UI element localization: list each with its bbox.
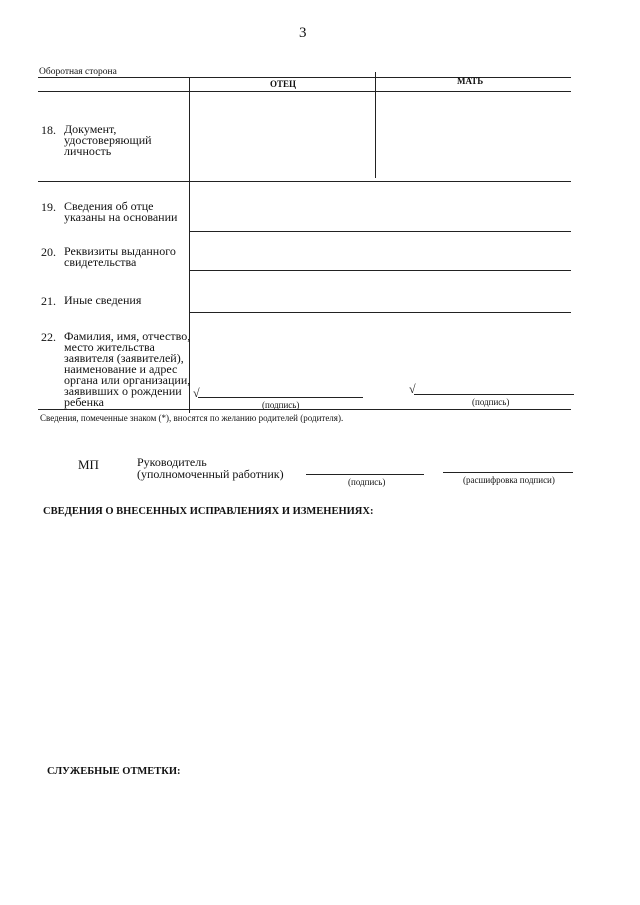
column-divider-middle: [375, 72, 376, 178]
row-20-bottom-border: [190, 270, 571, 271]
row-22-number: 22.: [41, 330, 56, 344]
father-signature-caption: (подпись): [262, 400, 300, 410]
row-22-label-line1: Фамилия, имя, отчество,: [64, 329, 191, 343]
row-19-label-line1: Сведения об отце: [64, 199, 154, 213]
father-signature-line: [198, 397, 363, 398]
row-19-bottom-border: [190, 231, 571, 232]
head-title-line1: Руководитель: [137, 455, 207, 469]
row-18-bottom-border: [38, 181, 571, 182]
row-21-label-line1: Иные сведения: [64, 293, 142, 307]
head-title-line2: (уполномоченный работник): [137, 467, 284, 481]
row-22-label-line5: органа или организации,: [64, 373, 191, 387]
head-signature-caption: (подпись): [348, 477, 386, 487]
head-decode-caption: (расшифровка подписи): [463, 475, 555, 485]
service-marks-section-title: СЛУЖЕБНЫЕ ОТМЕТКИ:: [47, 766, 181, 777]
row-19-label-line2: указаны на основании: [64, 210, 178, 224]
row-22-label-line7: ребенка: [64, 395, 104, 409]
mother-signature-line: [414, 394, 574, 395]
row-18-label-line3: личность: [64, 144, 112, 158]
stamp-label: МП: [78, 457, 99, 472]
row-20-label-line2: свидетельства: [64, 255, 137, 269]
row-20-number: 20.: [41, 245, 56, 259]
row-22-label-line4: наименование и адрес: [64, 362, 178, 376]
row-22-label-line3: заявителя (заявителей),: [64, 351, 184, 365]
column-header-mother: МАТЬ: [457, 76, 484, 86]
page-number: 3: [299, 25, 307, 41]
side-label: Оборотная сторона: [39, 67, 117, 77]
row-18-label-line2: удостоверяющий: [64, 133, 152, 147]
mother-signature-mark: √: [409, 382, 416, 396]
table-top-border: [38, 77, 571, 78]
row-19-number: 19.: [41, 200, 56, 214]
table-bottom-border: [38, 409, 571, 410]
row-22-label-line6: заявивших о рождении: [64, 384, 182, 398]
row-21-number: 21.: [41, 294, 56, 308]
column-divider-left: [189, 78, 190, 413]
row-22-label-line2: место жительства: [64, 340, 155, 354]
column-header-father: ОТЕЦ: [270, 79, 297, 89]
corrections-section-title: СВЕДЕНИЯ О ВНЕСЕННЫХ ИСПРАВЛЕНИЯХ И ИЗМЕНЕНИЯХ:: [43, 506, 374, 517]
row-20-label-line1: Реквизиты выданного: [64, 244, 176, 258]
row-21-bottom-border: [190, 312, 571, 313]
head-signature-line: [306, 474, 424, 475]
row-18-number: 18.: [41, 123, 56, 137]
father-signature-mark: √: [193, 386, 200, 400]
head-decode-line: [443, 472, 573, 473]
footnote: Сведения, помеченные знаком (*), вносятся по желанию родителей (родителя).: [40, 413, 344, 423]
mother-signature-caption: (подпись): [472, 397, 510, 407]
row-18-label-line1: Документ,: [64, 122, 117, 136]
header-bottom-border: [38, 91, 571, 92]
